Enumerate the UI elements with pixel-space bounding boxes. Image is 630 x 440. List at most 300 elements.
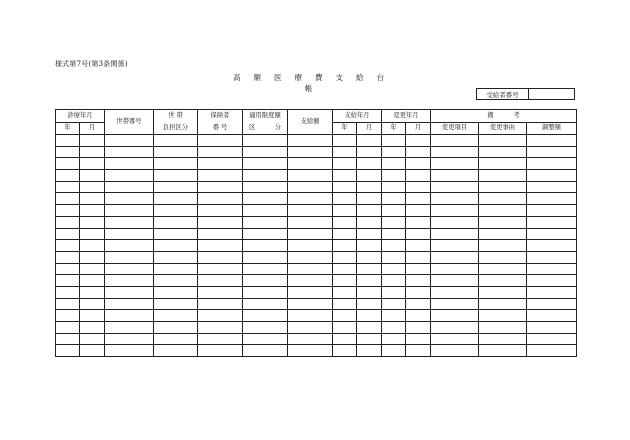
table-cell[interactable] bbox=[80, 275, 105, 287]
table-cell[interactable] bbox=[105, 170, 154, 182]
table-row bbox=[56, 181, 577, 193]
table-cell[interactable] bbox=[288, 322, 333, 334]
table-cell[interactable] bbox=[243, 345, 288, 357]
table-cell[interactable] bbox=[382, 205, 406, 217]
table-cell[interactable] bbox=[198, 135, 243, 147]
table-cell[interactable] bbox=[56, 333, 80, 345]
table-cell[interactable] bbox=[333, 216, 357, 228]
table-cell[interactable] bbox=[105, 205, 154, 217]
table-cell[interactable] bbox=[56, 135, 80, 147]
col-henko-komoku: 変更項目 bbox=[431, 122, 479, 135]
table-cell[interactable] bbox=[479, 146, 527, 158]
table-cell[interactable] bbox=[288, 251, 333, 263]
table-cell[interactable] bbox=[382, 286, 406, 298]
table-cell[interactable] bbox=[198, 240, 243, 252]
table-cell[interactable] bbox=[80, 181, 105, 193]
table-cell[interactable] bbox=[333, 181, 357, 193]
col-tekiyo bbox=[243, 110, 288, 135]
table-cell[interactable] bbox=[154, 216, 198, 228]
table-cell[interactable] bbox=[288, 263, 333, 275]
table-cell[interactable] bbox=[382, 310, 406, 322]
table-cell[interactable] bbox=[527, 275, 577, 287]
table-row bbox=[56, 345, 577, 357]
table-cell[interactable] bbox=[198, 146, 243, 158]
table-cell[interactable] bbox=[479, 322, 527, 334]
table-cell[interactable] bbox=[382, 181, 406, 193]
table-cell[interactable] bbox=[527, 216, 577, 228]
table-cell[interactable] bbox=[198, 286, 243, 298]
table-cell[interactable] bbox=[105, 146, 154, 158]
table-cell[interactable] bbox=[105, 310, 154, 322]
table-cell[interactable] bbox=[288, 333, 333, 345]
table-cell[interactable] bbox=[406, 205, 431, 217]
table-row bbox=[56, 333, 577, 345]
table-cell[interactable] bbox=[243, 158, 288, 170]
table-cell[interactable] bbox=[198, 228, 243, 240]
table-cell[interactable] bbox=[527, 333, 577, 345]
table-cell[interactable] bbox=[479, 135, 527, 147]
table-cell[interactable] bbox=[333, 298, 357, 310]
col-henko-jiyu: 変更事由 bbox=[479, 122, 527, 135]
table-cell[interactable] bbox=[527, 158, 577, 170]
table-cell[interactable] bbox=[243, 333, 288, 345]
table-cell[interactable] bbox=[80, 333, 105, 345]
table-cell[interactable] bbox=[80, 135, 105, 147]
table-cell[interactable] bbox=[382, 298, 406, 310]
table-cell[interactable] bbox=[333, 240, 357, 252]
table-cell[interactable] bbox=[382, 333, 406, 345]
recipient-number-field[interactable] bbox=[529, 89, 574, 99]
table-cell[interactable] bbox=[105, 158, 154, 170]
table-cell[interactable] bbox=[154, 181, 198, 193]
table-cell[interactable] bbox=[431, 146, 479, 158]
table-cell[interactable] bbox=[56, 158, 80, 170]
table-cell[interactable] bbox=[243, 146, 288, 158]
table-cell[interactable] bbox=[198, 345, 243, 357]
table-cell[interactable] bbox=[527, 345, 577, 357]
table-cell[interactable] bbox=[382, 170, 406, 182]
table-cell[interactable] bbox=[198, 170, 243, 182]
table-cell[interactable] bbox=[479, 193, 527, 205]
table-cell[interactable] bbox=[243, 135, 288, 147]
table-cell[interactable] bbox=[288, 146, 333, 158]
table-cell[interactable] bbox=[105, 298, 154, 310]
table-cell[interactable] bbox=[243, 322, 288, 334]
table-cell[interactable] bbox=[333, 286, 357, 298]
table-cell[interactable] bbox=[80, 216, 105, 228]
table-cell[interactable] bbox=[154, 193, 198, 205]
table-cell[interactable] bbox=[154, 286, 198, 298]
table-cell[interactable] bbox=[333, 322, 357, 334]
col-biko: 備考 bbox=[431, 110, 577, 123]
col-shinryo-month: 月 bbox=[80, 122, 105, 135]
table-cell[interactable] bbox=[357, 240, 382, 252]
table-cell[interactable] bbox=[333, 158, 357, 170]
table-cell[interactable] bbox=[382, 135, 406, 147]
table-cell[interactable] bbox=[80, 345, 105, 357]
table-cell[interactable] bbox=[105, 228, 154, 240]
table-cell[interactable] bbox=[357, 263, 382, 275]
table-cell[interactable] bbox=[357, 298, 382, 310]
table-cell[interactable] bbox=[80, 322, 105, 334]
table-cell[interactable] bbox=[382, 216, 406, 228]
table-row bbox=[56, 240, 577, 252]
table-cell[interactable] bbox=[243, 228, 288, 240]
table-cell[interactable] bbox=[105, 333, 154, 345]
table-cell[interactable] bbox=[56, 286, 80, 298]
table-cell[interactable] bbox=[333, 135, 357, 147]
table-cell[interactable] bbox=[479, 286, 527, 298]
header-row-1 bbox=[56, 110, 577, 123]
table-cell[interactable] bbox=[288, 216, 333, 228]
table-row bbox=[56, 298, 577, 310]
table-cell[interactable] bbox=[243, 216, 288, 228]
table-cell[interactable] bbox=[198, 322, 243, 334]
table-row bbox=[56, 322, 577, 334]
col-henko-year: 年 bbox=[382, 122, 406, 135]
table-cell[interactable] bbox=[406, 310, 431, 322]
table-cell[interactable] bbox=[406, 170, 431, 182]
table-cell[interactable] bbox=[154, 170, 198, 182]
table-cell[interactable] bbox=[80, 146, 105, 158]
table-cell[interactable] bbox=[406, 146, 431, 158]
table-cell[interactable] bbox=[527, 286, 577, 298]
table-cell[interactable] bbox=[431, 240, 479, 252]
table-cell[interactable] bbox=[406, 275, 431, 287]
table-cell[interactable] bbox=[357, 205, 382, 217]
table-cell[interactable] bbox=[406, 263, 431, 275]
table-cell[interactable] bbox=[382, 193, 406, 205]
col-henko-nengetsu: 変更年月 bbox=[382, 110, 431, 123]
table-cell[interactable] bbox=[431, 286, 479, 298]
table-cell[interactable] bbox=[527, 251, 577, 263]
table-cell[interactable] bbox=[154, 240, 198, 252]
table-cell[interactable] bbox=[154, 146, 198, 158]
table-cell[interactable] bbox=[56, 216, 80, 228]
table-cell[interactable] bbox=[527, 228, 577, 240]
table-cell[interactable] bbox=[288, 135, 333, 147]
ledger-table bbox=[55, 109, 577, 357]
table-cell[interactable] bbox=[198, 310, 243, 322]
table-cell[interactable] bbox=[333, 251, 357, 263]
table-cell[interactable] bbox=[105, 216, 154, 228]
table-row bbox=[56, 275, 577, 287]
table-cell[interactable] bbox=[56, 193, 80, 205]
table-cell[interactable] bbox=[406, 216, 431, 228]
table-row bbox=[56, 135, 577, 147]
table-cell[interactable] bbox=[56, 240, 80, 252]
table-cell[interactable] bbox=[431, 263, 479, 275]
table-cell[interactable] bbox=[56, 205, 80, 217]
table-cell[interactable] bbox=[431, 275, 479, 287]
table-cell[interactable] bbox=[288, 170, 333, 182]
table-cell[interactable] bbox=[243, 181, 288, 193]
table-cell[interactable] bbox=[243, 310, 288, 322]
table-cell[interactable] bbox=[431, 205, 479, 217]
table-cell[interactable] bbox=[243, 275, 288, 287]
table-cell[interactable] bbox=[527, 298, 577, 310]
table-cell[interactable] bbox=[333, 228, 357, 240]
recipient-number-box bbox=[476, 88, 575, 100]
table-cell[interactable] bbox=[243, 205, 288, 217]
table-cell[interactable] bbox=[479, 345, 527, 357]
table-cell[interactable] bbox=[527, 240, 577, 252]
table-cell[interactable] bbox=[406, 286, 431, 298]
table-cell[interactable] bbox=[527, 146, 577, 158]
table-cell[interactable] bbox=[198, 298, 243, 310]
table-cell[interactable] bbox=[56, 181, 80, 193]
table-cell[interactable] bbox=[431, 193, 479, 205]
table-cell[interactable] bbox=[198, 158, 243, 170]
table-cell[interactable] bbox=[56, 251, 80, 263]
table-cell[interactable] bbox=[431, 310, 479, 322]
table-cell[interactable] bbox=[154, 251, 198, 263]
table-cell[interactable] bbox=[198, 275, 243, 287]
table-cell[interactable] bbox=[382, 146, 406, 158]
table-cell[interactable] bbox=[431, 345, 479, 357]
table-cell[interactable] bbox=[406, 298, 431, 310]
table-cell[interactable] bbox=[105, 135, 154, 147]
table-cell[interactable] bbox=[333, 205, 357, 217]
table-cell[interactable] bbox=[527, 263, 577, 275]
table-cell[interactable] bbox=[357, 193, 382, 205]
table-cell[interactable] bbox=[479, 298, 527, 310]
table-cell[interactable] bbox=[479, 251, 527, 263]
table-cell[interactable] bbox=[288, 228, 333, 240]
table-cell[interactable] bbox=[80, 251, 105, 263]
table-cell[interactable] bbox=[80, 170, 105, 182]
table-cell[interactable] bbox=[243, 240, 288, 252]
table-cell[interactable] bbox=[154, 275, 198, 287]
table-cell[interactable] bbox=[406, 251, 431, 263]
table-cell[interactable] bbox=[333, 310, 357, 322]
table-cell[interactable] bbox=[80, 240, 105, 252]
table-cell[interactable] bbox=[80, 205, 105, 217]
table-cell[interactable] bbox=[479, 170, 527, 182]
table-cell[interactable] bbox=[431, 251, 479, 263]
table-cell[interactable] bbox=[431, 333, 479, 345]
table-cell[interactable] bbox=[357, 322, 382, 334]
table-cell[interactable] bbox=[154, 135, 198, 147]
table-cell[interactable] bbox=[80, 298, 105, 310]
table-cell[interactable] bbox=[243, 286, 288, 298]
table-cell[interactable] bbox=[431, 228, 479, 240]
table-row bbox=[56, 193, 577, 205]
table-cell[interactable] bbox=[56, 310, 80, 322]
table-cell[interactable] bbox=[382, 158, 406, 170]
table-cell[interactable] bbox=[357, 135, 382, 147]
table-cell[interactable] bbox=[479, 333, 527, 345]
table-cell[interactable] bbox=[431, 158, 479, 170]
table-cell[interactable] bbox=[382, 322, 406, 334]
table-cell[interactable] bbox=[80, 263, 105, 275]
table-cell[interactable] bbox=[479, 275, 527, 287]
table-cell[interactable] bbox=[479, 310, 527, 322]
table-cell[interactable] bbox=[198, 205, 243, 217]
table-cell[interactable] bbox=[382, 345, 406, 357]
table-cell[interactable] bbox=[105, 286, 154, 298]
table-cell[interactable] bbox=[431, 135, 479, 147]
col-hokensha-line1: 保険者 bbox=[210, 111, 230, 119]
table-cell[interactable] bbox=[527, 135, 577, 147]
table-row bbox=[56, 228, 577, 240]
table-cell[interactable] bbox=[56, 345, 80, 357]
table-cell[interactable] bbox=[527, 193, 577, 205]
table-cell[interactable] bbox=[406, 322, 431, 334]
table-cell[interactable] bbox=[288, 158, 333, 170]
table-cell[interactable] bbox=[357, 170, 382, 182]
table-cell[interactable] bbox=[154, 345, 198, 357]
table-cell[interactable] bbox=[56, 263, 80, 275]
table-cell[interactable] bbox=[105, 275, 154, 287]
table-cell[interactable] bbox=[333, 193, 357, 205]
col-tekiyo-line1: 適用限度額 bbox=[249, 111, 281, 119]
table-cell[interactable] bbox=[105, 251, 154, 263]
table-cell[interactable] bbox=[479, 205, 527, 217]
table-cell[interactable] bbox=[56, 228, 80, 240]
table-cell[interactable] bbox=[154, 263, 198, 275]
table-cell[interactable] bbox=[288, 310, 333, 322]
table-cell[interactable] bbox=[105, 322, 154, 334]
table-cell[interactable] bbox=[382, 251, 406, 263]
table-cell[interactable] bbox=[80, 228, 105, 240]
table-cell[interactable] bbox=[154, 310, 198, 322]
table-cell[interactable] bbox=[527, 181, 577, 193]
table-cell[interactable] bbox=[406, 158, 431, 170]
table-cell[interactable] bbox=[357, 286, 382, 298]
table-cell[interactable] bbox=[527, 170, 577, 182]
table-cell[interactable] bbox=[406, 181, 431, 193]
table-cell[interactable] bbox=[288, 275, 333, 287]
table-cell[interactable] bbox=[333, 146, 357, 158]
table-cell[interactable] bbox=[198, 193, 243, 205]
table-cell[interactable] bbox=[382, 240, 406, 252]
table-cell[interactable] bbox=[288, 298, 333, 310]
table-cell[interactable] bbox=[198, 216, 243, 228]
table-cell[interactable] bbox=[382, 275, 406, 287]
table-cell[interactable] bbox=[333, 170, 357, 182]
table-cell[interactable] bbox=[357, 181, 382, 193]
table-cell[interactable] bbox=[105, 345, 154, 357]
table-cell[interactable] bbox=[357, 310, 382, 322]
col-shikyu-year: 年 bbox=[333, 122, 357, 135]
table-cell[interactable] bbox=[382, 228, 406, 240]
table-cell[interactable] bbox=[479, 216, 527, 228]
recipient-number-label: 受給者番号 bbox=[477, 89, 529, 99]
table-cell[interactable] bbox=[56, 298, 80, 310]
table-cell[interactable] bbox=[333, 263, 357, 275]
table-cell[interactable] bbox=[406, 135, 431, 147]
table-cell[interactable] bbox=[288, 240, 333, 252]
table-cell[interactable] bbox=[154, 158, 198, 170]
table-cell[interactable] bbox=[105, 240, 154, 252]
table-cell[interactable] bbox=[479, 158, 527, 170]
table-cell[interactable] bbox=[154, 228, 198, 240]
table-cell[interactable] bbox=[406, 228, 431, 240]
table-cell[interactable] bbox=[357, 333, 382, 345]
table-cell[interactable] bbox=[105, 181, 154, 193]
table-cell[interactable] bbox=[357, 251, 382, 263]
table-cell[interactable] bbox=[333, 275, 357, 287]
table-cell[interactable] bbox=[56, 170, 80, 182]
table-cell[interactable] bbox=[288, 193, 333, 205]
table-cell[interactable] bbox=[382, 263, 406, 275]
table-cell[interactable] bbox=[80, 286, 105, 298]
col-shikyugaku: 支給額 bbox=[288, 110, 333, 135]
table-cell[interactable] bbox=[406, 240, 431, 252]
table-cell[interactable] bbox=[80, 310, 105, 322]
form-number: 様式第7号(第3条関係) bbox=[55, 60, 128, 68]
table-cell[interactable] bbox=[357, 275, 382, 287]
table-cell[interactable] bbox=[479, 181, 527, 193]
col-hokensha bbox=[198, 110, 243, 135]
table-cell[interactable] bbox=[406, 333, 431, 345]
table-cell[interactable] bbox=[154, 205, 198, 217]
table-cell[interactable] bbox=[105, 263, 154, 275]
table-cell[interactable] bbox=[357, 228, 382, 240]
table-cell[interactable] bbox=[357, 216, 382, 228]
table-cell[interactable] bbox=[479, 263, 527, 275]
table-cell[interactable] bbox=[198, 263, 243, 275]
table-cell[interactable] bbox=[243, 251, 288, 263]
table-cell[interactable] bbox=[243, 170, 288, 182]
table-cell[interactable] bbox=[406, 345, 431, 357]
table-cell[interactable] bbox=[527, 205, 577, 217]
table-cell[interactable] bbox=[527, 322, 577, 334]
page-title: 高額医療費支給台帳 bbox=[233, 73, 397, 93]
table-cell[interactable] bbox=[198, 181, 243, 193]
table-cell[interactable] bbox=[154, 298, 198, 310]
table-cell[interactable] bbox=[431, 298, 479, 310]
table-cell[interactable] bbox=[105, 193, 154, 205]
table-cell[interactable] bbox=[243, 298, 288, 310]
table-cell[interactable] bbox=[154, 333, 198, 345]
table-cell[interactable] bbox=[431, 216, 479, 228]
table-cell[interactable] bbox=[357, 146, 382, 158]
table-cell[interactable] bbox=[431, 170, 479, 182]
table-cell[interactable] bbox=[243, 263, 288, 275]
table-cell[interactable] bbox=[288, 345, 333, 357]
table-cell[interactable] bbox=[357, 158, 382, 170]
table-cell[interactable] bbox=[406, 193, 431, 205]
table-cell[interactable] bbox=[431, 322, 479, 334]
table-cell[interactable] bbox=[198, 333, 243, 345]
table-row bbox=[56, 251, 577, 263]
table-cell[interactable] bbox=[431, 181, 479, 193]
table-cell[interactable] bbox=[333, 333, 357, 345]
table-cell[interactable] bbox=[479, 228, 527, 240]
table-cell[interactable] bbox=[527, 310, 577, 322]
table-cell[interactable] bbox=[56, 275, 80, 287]
table-cell[interactable] bbox=[479, 240, 527, 252]
col-chosei-gaku: 調整額 bbox=[527, 122, 577, 135]
table-cell[interactable] bbox=[56, 146, 80, 158]
table-cell[interactable] bbox=[56, 322, 80, 334]
table-cell[interactable] bbox=[198, 251, 243, 263]
col-shinryo-year: 年 bbox=[56, 122, 80, 135]
table-cell[interactable] bbox=[80, 158, 105, 170]
table-cell[interactable] bbox=[288, 205, 333, 217]
table-cell[interactable] bbox=[288, 181, 333, 193]
table-row bbox=[56, 205, 577, 217]
table-cell[interactable] bbox=[288, 286, 333, 298]
col-setai-futan bbox=[154, 110, 198, 135]
table-cell[interactable] bbox=[154, 322, 198, 334]
table-cell[interactable] bbox=[357, 345, 382, 357]
table-cell[interactable] bbox=[80, 193, 105, 205]
table-cell[interactable] bbox=[333, 345, 357, 357]
table-cell[interactable] bbox=[243, 193, 288, 205]
